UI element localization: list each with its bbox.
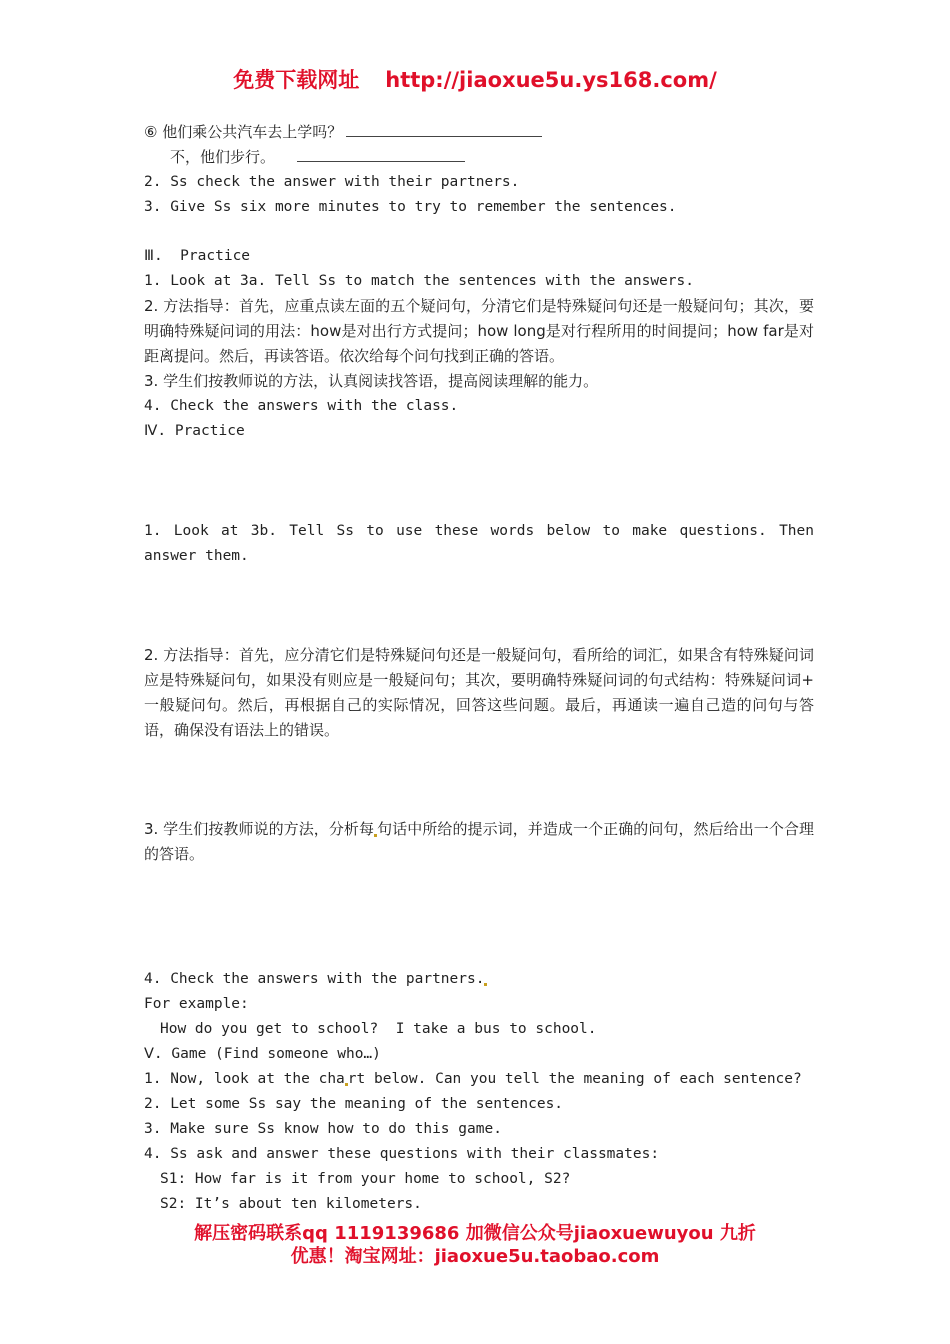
example-line: How do you get to school? I take a bus to school. bbox=[160, 1021, 597, 1037]
text-line: 1. Look at 3a. Tell Ss to match the sentences with the answers. bbox=[144, 273, 694, 289]
section-heading: Ⅳ. Practice bbox=[144, 423, 245, 439]
text-line: 4. Check the answers with the class. bbox=[144, 398, 459, 414]
dialogue-line: S2: It’s about ten kilometers. bbox=[160, 1196, 422, 1212]
mark-dot bbox=[484, 983, 487, 986]
page-header bbox=[0, 64, 950, 94]
text-line: 2. Let some Ss say the meaning of the sentences. bbox=[144, 1096, 564, 1112]
paragraph: 2. 方法指导：首先，应重点读左面的五个疑问句，分清它们是特殊疑问句还是一般疑问句；其次，要明确特殊疑问词的用法：how是对出行方式提问；how long是对行程所用的时间提问；how far是对距离提问。然后，再读答语。依次给每个问句找到正确的答语。 bbox=[144, 297, 814, 365]
header-url[interactable]: http://jiaoxue5u.ys168.com/ bbox=[385, 68, 717, 92]
section-heading: Ⅴ. Game (Find someone who…) bbox=[144, 1046, 381, 1062]
text-line: 3. Make sure Ss know how to do this game. bbox=[144, 1121, 502, 1137]
dialogue-line: S1: How far is it from your home to school, S2? bbox=[160, 1171, 571, 1187]
question-line: ⑥ 他们乘公共汽车去上学吗？ bbox=[144, 120, 814, 146]
text-line: 2. Ss check the answer with their partners. bbox=[144, 174, 520, 190]
text-line: 3. 学生们按教师说的方法，认真阅读找答语，提高阅读理解的能力。 bbox=[144, 372, 599, 390]
header-title: 免费下载网址 bbox=[233, 68, 360, 92]
text-line: 1. Now, look at the cha rt below. Can you tell the meaning of each sentence? bbox=[144, 1071, 802, 1087]
footer-line-2: 优惠！淘宝网址：jiaoxue5u.taobao.com bbox=[290, 1246, 660, 1267]
text-line: 4. Check the answers with the partners. bbox=[144, 967, 814, 992]
text-line: 3. Give Ss six more minutes to try to remember the sentences. bbox=[144, 199, 677, 215]
answer-line: 不，他们步行。 bbox=[170, 145, 840, 171]
answer-blank bbox=[346, 122, 542, 137]
paragraph: 1. Look at 3b. Tell Ss to use these words below to make questions. Then answer them. bbox=[144, 523, 814, 564]
section-heading: Ⅲ. Practice bbox=[144, 248, 251, 264]
footer-line-1: 解压密码联系qq 1119139686 加微信公众号jiaoxuewuyou 九折 bbox=[194, 1223, 756, 1244]
text-line: For example: bbox=[144, 996, 249, 1012]
answer-blank bbox=[297, 147, 465, 162]
paragraph: 2. 方法指导：首先，应分清它们是特殊疑问句还是一般疑问句，看所给的词汇，如果含有特殊疑问词应是特殊疑问句，如果没有则应是一般疑问句；其次，要明确特殊疑问词的句式结构：特殊疑问词+ 一般疑问句。然后，再根据自己的实际情况，回答这些问题。最后，再通读一遍自己造的问句与答语，确保没有语法上的错误。 bbox=[144, 646, 814, 739]
text-line: 4. Ss ask and answer these questions with their classmates: bbox=[144, 1146, 660, 1162]
paragraph: 3. 学生们按教师说的方法，分析每 句话中所给的提示词，并造成一个正确的问句，然后给出一个合理的答语。 bbox=[144, 820, 814, 863]
